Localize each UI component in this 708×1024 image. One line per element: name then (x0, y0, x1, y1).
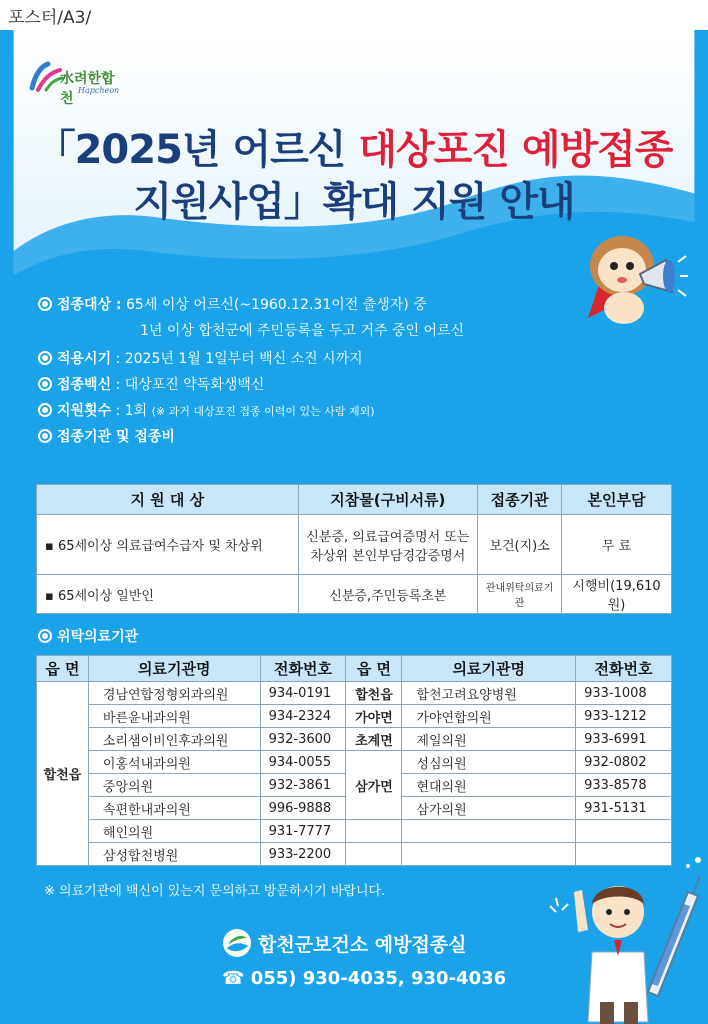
column-header: 읍 면 (346, 656, 402, 682)
column-header: 지 원 대 상 (37, 485, 299, 515)
column-header: 의료기관명 (402, 656, 576, 682)
title-part-red: 대상포진 예방접종 (358, 127, 673, 173)
bullet-icon (38, 403, 52, 417)
clinic-name: 삼성합천병원 (88, 843, 260, 866)
poster (0, 30, 708, 1024)
clinic-name: 가야연합의원 (402, 705, 576, 728)
table-cell: 무 료 (562, 515, 672, 575)
info-label: 지원횟수 (57, 403, 112, 419)
clinic-phone: 932-3600 (260, 728, 346, 751)
title-line-2: 지원사업」확대 지원 안내 (133, 179, 575, 225)
hapcheon-logo (26, 60, 126, 107)
clinic-phone: 934-0055 (260, 751, 346, 774)
table-cell: 보건(지)소 (478, 515, 562, 575)
column-header: 지참물(구비서류) (298, 485, 478, 515)
clinic-phone: 933-6991 (576, 728, 672, 751)
clinic-phone: 933-1008 (576, 682, 672, 705)
table-cell: ▪ 65세이상 의료급여수급자 및 차상위 (37, 515, 299, 575)
info-vaccine (38, 374, 264, 394)
table-cell: ▪ 65세이상 일반인 (37, 575, 299, 614)
info-label: 접종기관 및 접종비 (57, 429, 175, 445)
info-label: 접종백신 (57, 377, 112, 393)
column-header: 전화번호 (260, 656, 346, 682)
clinic-phone: 931-5131 (576, 797, 672, 820)
info-label: 접종대상 : (57, 297, 122, 313)
info-target-cont (140, 320, 464, 340)
region-cell: 삼가면 (346, 751, 402, 820)
region-cell: 초계면 (346, 728, 402, 751)
region-cell: 합천읍 (37, 682, 89, 866)
clinic-phone: 932-3861 (260, 774, 346, 797)
empty-cell (576, 820, 672, 843)
clinic-name: 합천고려요양병원 (402, 682, 576, 705)
info-count (38, 400, 375, 420)
clinic-name: 삼가의원 (402, 797, 576, 820)
clinic-name: 성심의원 (402, 751, 576, 774)
clinic-name: 바른윤내과의원 (88, 705, 260, 728)
section-label: 위탁의료기관 (57, 629, 139, 645)
info-period (38, 348, 363, 368)
top-bar (0, 0, 708, 30)
info-text: : 2025년 1월 1일부터 백신 소진 시까지 (111, 351, 363, 367)
empty-cell (402, 820, 576, 843)
footer-phone: ☎ 055) 930-4035, 930-4036 (222, 968, 507, 989)
clinic-section-heading (38, 626, 138, 646)
table-row (37, 515, 672, 575)
bullet-icon (38, 351, 52, 365)
info-text: 1년 이상 합천군에 주민등록을 두고 거주 중인 어르신 (140, 323, 465, 339)
support-table (36, 484, 672, 614)
clinic-name: 속편한내과의원 (88, 797, 260, 820)
clinic-table (36, 655, 672, 866)
table-header-row (37, 485, 672, 515)
clinic-name: 이홍석내과의원 (88, 751, 260, 774)
clinic-phone: 934-0191 (260, 682, 346, 705)
table-cell: 신분증,주민등록초본 (298, 575, 478, 614)
clinic-phone: 931-7777 (260, 820, 346, 843)
clinic-name: 중앙의원 (88, 774, 260, 797)
notice-text: ※ 의료기관에 백신이 있는지 문의하고 방문하시기 바랍니다. (44, 884, 386, 899)
logo-text: 水려한합천 (60, 71, 115, 107)
column-header: 본인부담 (562, 485, 672, 515)
region-cell: 합천읍 (346, 682, 402, 705)
bullet-icon (38, 377, 52, 391)
clinic-name: 해인의원 (88, 820, 260, 843)
clinic-name: 현대의원 (402, 774, 576, 797)
info-note: (※ 과거 대상포진 접종 이력이 있는 사람 제외) (151, 405, 375, 418)
clinic-name: 소리샘이비인후과의원 (88, 728, 260, 751)
table-header-row (37, 656, 672, 682)
logo-subtext: Hapcheon (78, 86, 120, 95)
clinic-name: 경남연합정형외과의원 (88, 682, 260, 705)
title-part-dark: 「2025년 어르신 (35, 127, 359, 173)
info-target (38, 294, 427, 314)
footer-organization: 합천군보건소 예방접종실 (258, 934, 467, 956)
table-row (37, 705, 672, 728)
empty-cell (346, 843, 402, 866)
table-row (37, 751, 672, 774)
clinic-name: 제일의원 (402, 728, 576, 751)
clinic-phone: 933-8578 (576, 774, 672, 797)
region-cell: 가야면 (346, 705, 402, 728)
table-row (37, 575, 672, 614)
title-line-1 (0, 118, 708, 175)
table-cell: 신분증, 의료급여증명서 또는 차상위 본인부담경감증명서 (298, 515, 478, 575)
page-label: 포스터/A3/ (8, 8, 92, 28)
clinic-phone: 934-2324 (260, 705, 346, 728)
info-text: : 1회 (111, 403, 152, 419)
clinic-phone: 933-2200 (260, 843, 346, 866)
table-row (37, 728, 672, 751)
bullet-icon (38, 297, 52, 311)
clinic-phone: 996-9888 (260, 797, 346, 820)
health-center-logo-icon (222, 928, 252, 958)
doctor-syringe-icon (548, 852, 708, 1024)
clinic-phone: 933-1212 (576, 705, 672, 728)
column-header: 의료기관명 (88, 656, 260, 682)
empty-cell (346, 820, 402, 843)
table-row (37, 682, 672, 705)
mascot-megaphone-icon (580, 222, 690, 332)
table-row (37, 820, 672, 843)
column-header: 전화번호 (576, 656, 672, 682)
bullet-icon (38, 629, 52, 643)
column-header: 접종기관 (478, 485, 562, 515)
info-text: 65세 이상 어르신(~1960.12.31이전 출생자) 중 (121, 297, 427, 313)
table-cell: 관내위탁의료기관 (478, 575, 562, 614)
info-institution (38, 426, 175, 446)
column-header: 읍 면 (37, 656, 89, 682)
info-text: : 대상포진 약독화생백신 (111, 377, 265, 393)
info-label: 적용시기 (57, 351, 112, 367)
table-cell: 시행비(19,610원) (562, 575, 672, 614)
clinic-phone: 932-0802 (576, 751, 672, 774)
bullet-icon (38, 429, 52, 443)
